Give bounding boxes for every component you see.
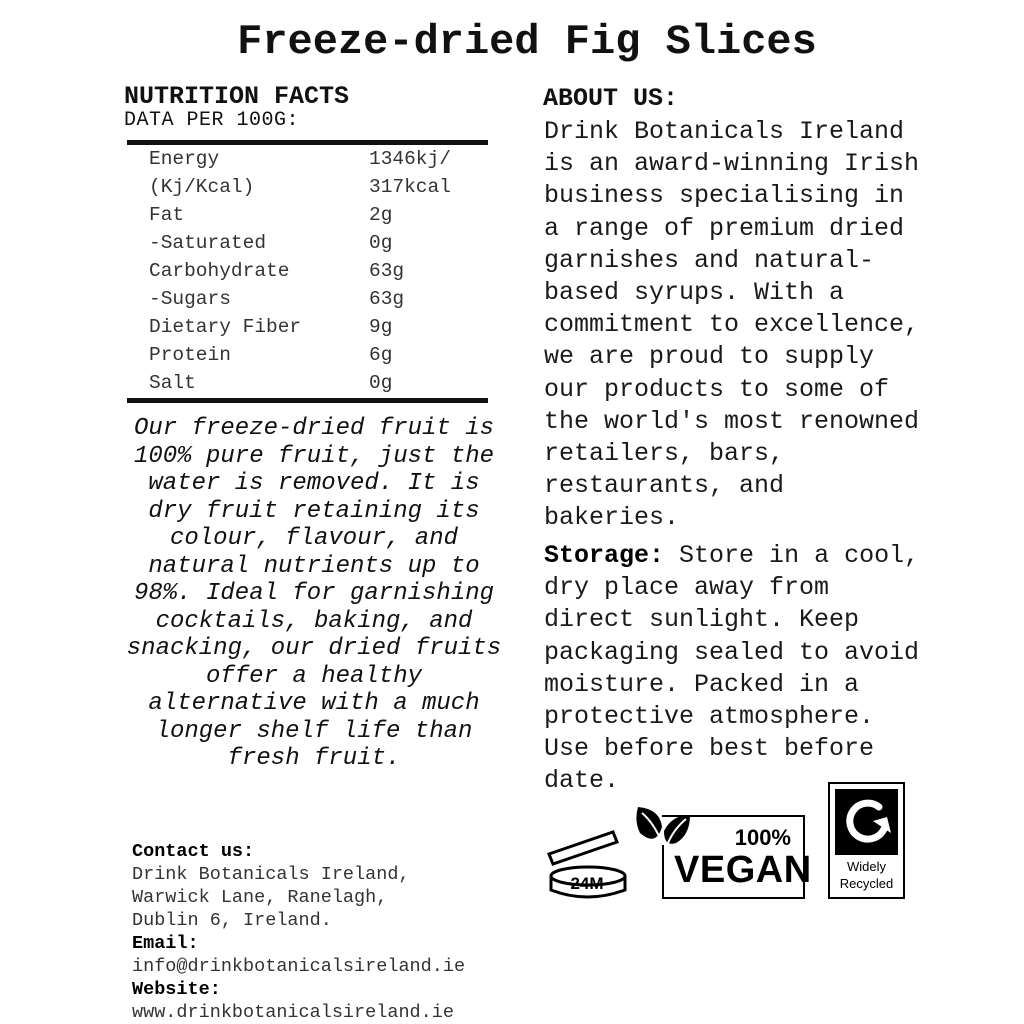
nutrient-name: Fat [149, 204, 185, 226]
nutrient-name: Salt [149, 372, 196, 394]
website-url: www.drinkbotanicalsireland.ie [132, 1002, 454, 1023]
nutrient-name: -Sugars [149, 288, 231, 310]
nutrition-row [127, 316, 488, 344]
nutrient-value: 63g [369, 260, 405, 282]
nutrient-name: Protein [149, 344, 231, 366]
nutrient-name: -Saturated [149, 232, 267, 254]
product-title: Freeze-dried Fig Slices [237, 18, 817, 66]
period-after-opening-icon [543, 822, 633, 902]
leaf-icon [634, 803, 694, 849]
nutrition-row [127, 344, 488, 372]
nutrient-value: 9g [369, 316, 393, 338]
product-description: Our freeze-dried fruit is 100% pure fruit, just the water is removed. It is dry fruit retaining its colour, flavour, and natural nutrients up to 98%. Ideal for garnishing cocktails, baking, and snacking, our dried fruits offer a healthy alternative with a much longer shelf life than fresh fruit. [126, 415, 502, 772]
nutrient-value: 1346kj/ [369, 148, 451, 170]
storage-text: Store in a cool, dry place away from direct sunlight. Keep packaging sealed to avoid moisture. Packed in a protective atmosphere. Use before best before date. [544, 541, 920, 796]
website-label: Website: [132, 979, 221, 1000]
nutrition-row [127, 176, 488, 204]
nutrient-value: 317kcal [369, 176, 451, 198]
nutrition-row [127, 232, 488, 260]
nutrition-heading: NUTRITION FACTS [124, 82, 350, 111]
nutrition-subheading: DATA PER 100G: [124, 109, 300, 132]
nutrition-table [127, 140, 488, 403]
nutrition-row [127, 204, 488, 232]
nutrient-name: Carbohydrate [149, 260, 290, 282]
contact-address-line: Dublin 6, Ireland. [132, 910, 332, 931]
storage-label: Storage: [544, 541, 665, 570]
nutrition-row [127, 288, 488, 316]
nutrient-name: Dietary Fiber [149, 316, 302, 338]
nutrient-value: 0g [369, 232, 393, 254]
vegan-word: VEGAN [674, 849, 812, 891]
nutrient-value: 6g [369, 344, 393, 366]
pao-label: 24M [570, 874, 604, 893]
vegan-badge [634, 803, 810, 903]
nutrient-name: (Kj/Kcal) [149, 176, 255, 198]
recycle-label [830, 858, 903, 892]
nutrient-value: 0g [369, 372, 393, 394]
email-label: Email: [132, 933, 199, 954]
contact-heading: Contact us: [132, 841, 255, 862]
vegan-percent: 100% [734, 825, 791, 850]
contact-block [132, 840, 465, 1024]
contact-address-line: Warwick Lane, Ranelagh, [132, 887, 388, 908]
email-address: info@drinkbotanicalsireland.ie [132, 956, 466, 977]
widely-recycled-badge [828, 782, 905, 899]
nutrition-row [127, 260, 488, 288]
recycle-icon [835, 789, 898, 855]
recycle-line: Recycled [839, 876, 894, 891]
nutrition-row [127, 148, 488, 176]
nutrient-name: Energy [149, 148, 220, 170]
nutrition-row [127, 372, 488, 400]
about-heading: ABOUT US: [543, 84, 679, 113]
nutrient-value: 2g [369, 204, 393, 226]
about-text: Drink Botanicals Ireland is an award-winning Irish business specialising in a range of premium dried garnishes and natural-based syrups. With a commitment to excellence, we are proud to supply our products to some of the world's most renowned retailers, bars, restaurants, and bakeries. [544, 117, 920, 533]
contact-address-line: Drink Botanicals Ireland, [132, 864, 410, 885]
nutrient-value: 63g [369, 288, 405, 310]
storage-block [544, 540, 934, 798]
recycle-line: Widely [846, 859, 886, 874]
